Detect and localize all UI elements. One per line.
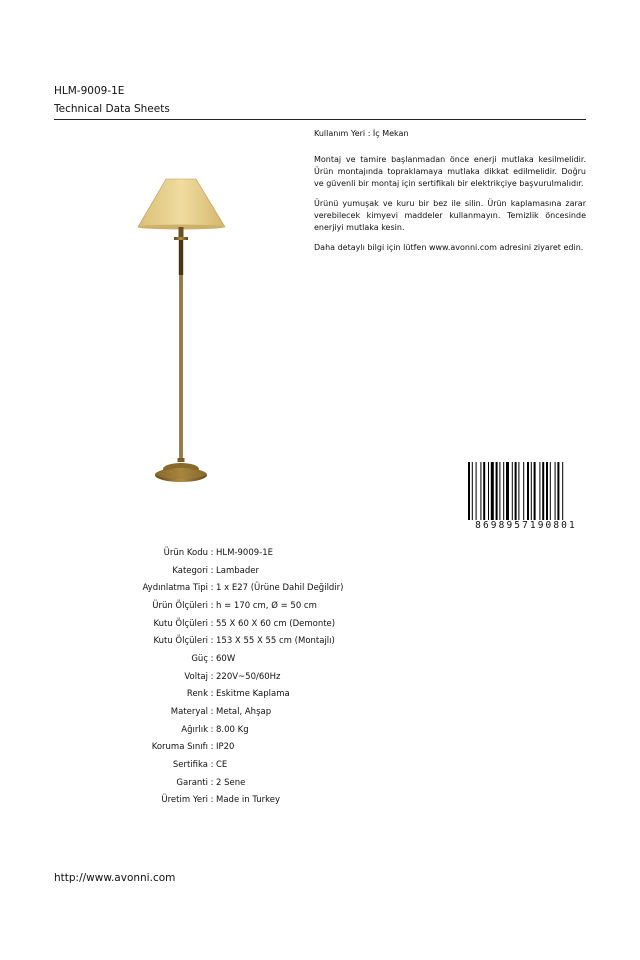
spec-label: Ağırlık — [181, 724, 208, 735]
header-divider — [54, 119, 586, 120]
spec-value: Made in Turkey — [216, 795, 280, 806]
spec-label: Voltaj — [184, 671, 208, 682]
spec-separator: : — [210, 724, 214, 735]
spec-row — [100, 792, 500, 810]
spec-value: CE — [216, 760, 228, 771]
spec-table — [100, 544, 500, 809]
spec-row — [100, 756, 500, 774]
spec-value: HLM-9009-1E — [216, 547, 274, 558]
spec-label: Renk — [186, 689, 208, 700]
barcode — [466, 462, 586, 534]
spec-label: Kategori — [172, 565, 208, 576]
spec-label: Kutu Ölçüleri — [153, 618, 208, 629]
product-code-heading: HLM-9009-1E — [54, 85, 125, 97]
spec-label: Ürün Ölçüleri — [152, 600, 208, 611]
spec-value: 55 X 60 X 60 cm (Demonte) — [216, 618, 336, 629]
spec-row — [100, 615, 500, 633]
safety-paragraph: Montaj ve tamire başlanmadan önce enerji mutlaka kesilmelidir. Ürün montajında topraklamaya mutlaka dikkat edilmelidir. Doğru ve güvenli bir montaj için sertifikalı bir elektrikçiye başvurulmalıdır. — [314, 155, 586, 188]
spec-value: Eskitme Kaplama — [216, 689, 290, 700]
cleaning-paragraph: Ürünü yumuşak ve kuru bir bez ile silin. Ürün kaplamasına zarar verebilecek kimyevi maddeler kullanmayın. Temizlik öncesinde enerjiyi mutlaka kesin. — [314, 199, 586, 232]
spec-separator: : — [210, 795, 214, 806]
spec-row — [100, 703, 500, 721]
spec-label: Koruma Sınıfı — [151, 742, 208, 753]
spec-row — [100, 721, 500, 739]
website-paragraph: Daha detaylı bilgi için lütfen www.avonni.com adresini ziyaret edin. — [314, 243, 584, 252]
spec-separator: : — [210, 707, 214, 718]
spec-value: 1 x E27 (Ürüne Dahil Değildir) — [216, 583, 344, 594]
spec-row — [100, 562, 500, 580]
spec-row — [100, 632, 500, 650]
spec-label: Güç — [191, 653, 208, 664]
spec-value: h = 170 cm, Ø = 50 cm — [216, 600, 317, 611]
spec-row — [100, 544, 500, 562]
spec-separator: : — [210, 742, 214, 753]
website-link[interactable]: http://www.avonni.com — [54, 872, 176, 884]
spec-value: 8.00 Kg — [216, 724, 249, 735]
spec-value: Lambader — [216, 565, 259, 576]
usage-location: Kullanım Yeri : İç Mekan — [314, 129, 409, 138]
spec-separator: : — [210, 565, 214, 576]
spec-row — [100, 739, 500, 757]
spec-value: 220V~50/60Hz — [216, 671, 281, 682]
spec-label: Kutu Ölçüleri — [153, 636, 208, 647]
spec-row — [100, 650, 500, 668]
barcode-number: 8698957190801 — [466, 520, 586, 531]
info-block — [314, 128, 586, 262]
spec-value: 60W — [216, 653, 236, 664]
spec-row — [100, 686, 500, 704]
spec-value: IP20 — [216, 742, 235, 753]
spec-label: Garanti — [176, 777, 208, 788]
document-title: Technical Data Sheets — [54, 103, 170, 115]
floor-lamp-photo — [130, 175, 230, 485]
spec-value: Metal, Ahşap — [216, 707, 272, 718]
spec-separator: : — [210, 689, 214, 700]
spec-separator: : — [210, 777, 214, 788]
spec-row — [100, 579, 500, 597]
spec-separator: : — [210, 583, 214, 594]
spec-row — [100, 597, 500, 615]
spec-separator: : — [210, 618, 214, 629]
spec-separator: : — [210, 600, 214, 611]
spec-row — [100, 774, 500, 792]
spec-separator: : — [210, 636, 214, 647]
spec-row — [100, 668, 500, 686]
spec-separator: : — [210, 760, 214, 771]
spec-value: 153 X 55 X 55 cm (Montajlı) — [216, 636, 335, 647]
spec-label: Aydınlatma Tipi — [142, 583, 208, 594]
spec-label: Ürün Kodu — [163, 547, 208, 558]
spec-value: 2 Sene — [216, 777, 246, 788]
spec-label: Üretim Yeri — [161, 795, 208, 806]
spec-separator: : — [210, 653, 214, 664]
spec-separator: : — [210, 547, 214, 558]
spec-label: Sertifika — [172, 760, 208, 771]
spec-label: Materyal — [170, 707, 208, 718]
spec-separator: : — [210, 671, 214, 682]
